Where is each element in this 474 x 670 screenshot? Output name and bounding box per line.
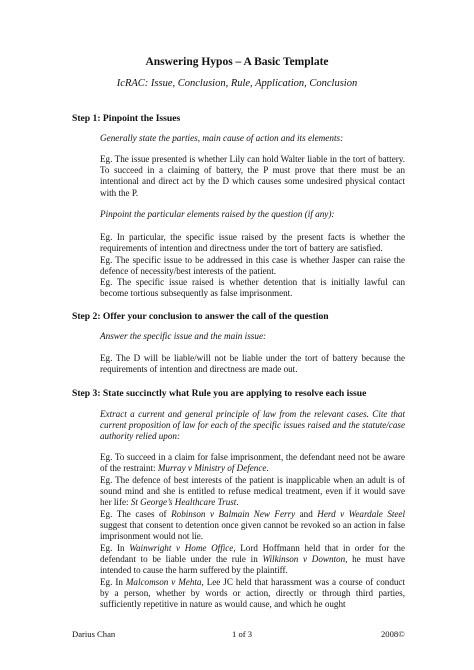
step3-paragraph: Eg. In Wainwright v Home Office, Lord Hoffmann held that in order for the defendant to be liable under the rule in Wilkinson v Downton, he must have intended to cause the harm suffered by the plaintiff.: [100, 543, 405, 576]
step3-paragraph: Eg. The cases of Robinson v Balmain New Ferry and Herd v Weardale Steel suggest that consent to detention once given cannot be revoked so an action in false imprisonment would not lie.: [100, 509, 405, 542]
step3-paragraph: Eg. In Malcomson v Mehta, Lee JC held that harassment was a course of conduct by a person, whether by words or action, directly or through third parties, sufficiently repetitive in nature as would cause, and which he ought: [100, 577, 405, 610]
step3-instruction: Extract a current and general principle of law from the relevant cases. Cite that current proposition of law for each of the specific issues raised and the statute/case authority relied upon:: [100, 409, 405, 442]
step2-instruction: Answer the specific issue and the main issue:: [100, 331, 267, 341]
document-subtitle: IcRAC: Issue, Conclusion, Rule, Application, Conclusion: [116, 78, 358, 89]
step3-heading: Step 3: State succinctly what Rule you are applying to resolve each issue: [72, 388, 367, 399]
step1-instruction-1: Generally state the parties, main cause of action and its elements:: [100, 133, 344, 143]
step1-paragraph-2c: Eg. The specific issue raised is whether detention that is initially lawful can become tortious subsequently as false imprisonment.: [100, 277, 405, 299]
step2-heading: Step 2: Offer your conclusion to answer the call of the question: [72, 311, 329, 322]
footer-author: Darius Chan: [72, 629, 116, 639]
document-title: Answering Hypos – A Basic Template: [145, 56, 329, 68]
step1-paragraph-2a: Eg. In particular, the specific issue raised by the present facts is whether the requirements of intention and directness under the tort of battery are satisfied.: [100, 232, 405, 254]
footer-page-number: 1 of 3: [232, 629, 253, 639]
step1-paragraph-2b: Eg. The specific issue to be addressed in this case is whether Jasper can raise the defence of necessity/best interests of the patient.: [100, 255, 405, 277]
step2-paragraph: Eg. The D will be liable/will not be liable under the tort of battery because the requirements of intention and directness are made out.: [100, 353, 405, 375]
step1-instruction-2: Pinpoint the particular elements raised by the question (if any):: [100, 209, 335, 219]
step1-paragraph-1: Eg. The issue presented is whether Lily can hold Walter liable in the tort of battery. To succeed in a claiming of battery, the P must prove that there must be an intentional and direct act by the D which causes some undesired physical contact with the P.: [100, 154, 405, 198]
footer-year: 2008©: [381, 629, 405, 639]
step1-heading: Step 1: Pinpoint the Issues: [72, 113, 181, 124]
step3-paragraph: Eg. The defence of best interests of the patient is inapplicable when an adult is of sound mind and she is entitled to refuse medical treatment, even if it would save her life: St George’s Healthcare Trust.: [100, 475, 405, 508]
step3-paragraph: Eg. To succeed in a claim for false imprisonment, the defendant need not be aware of the restraint: Murray v Ministry of Defence.: [100, 452, 405, 474]
